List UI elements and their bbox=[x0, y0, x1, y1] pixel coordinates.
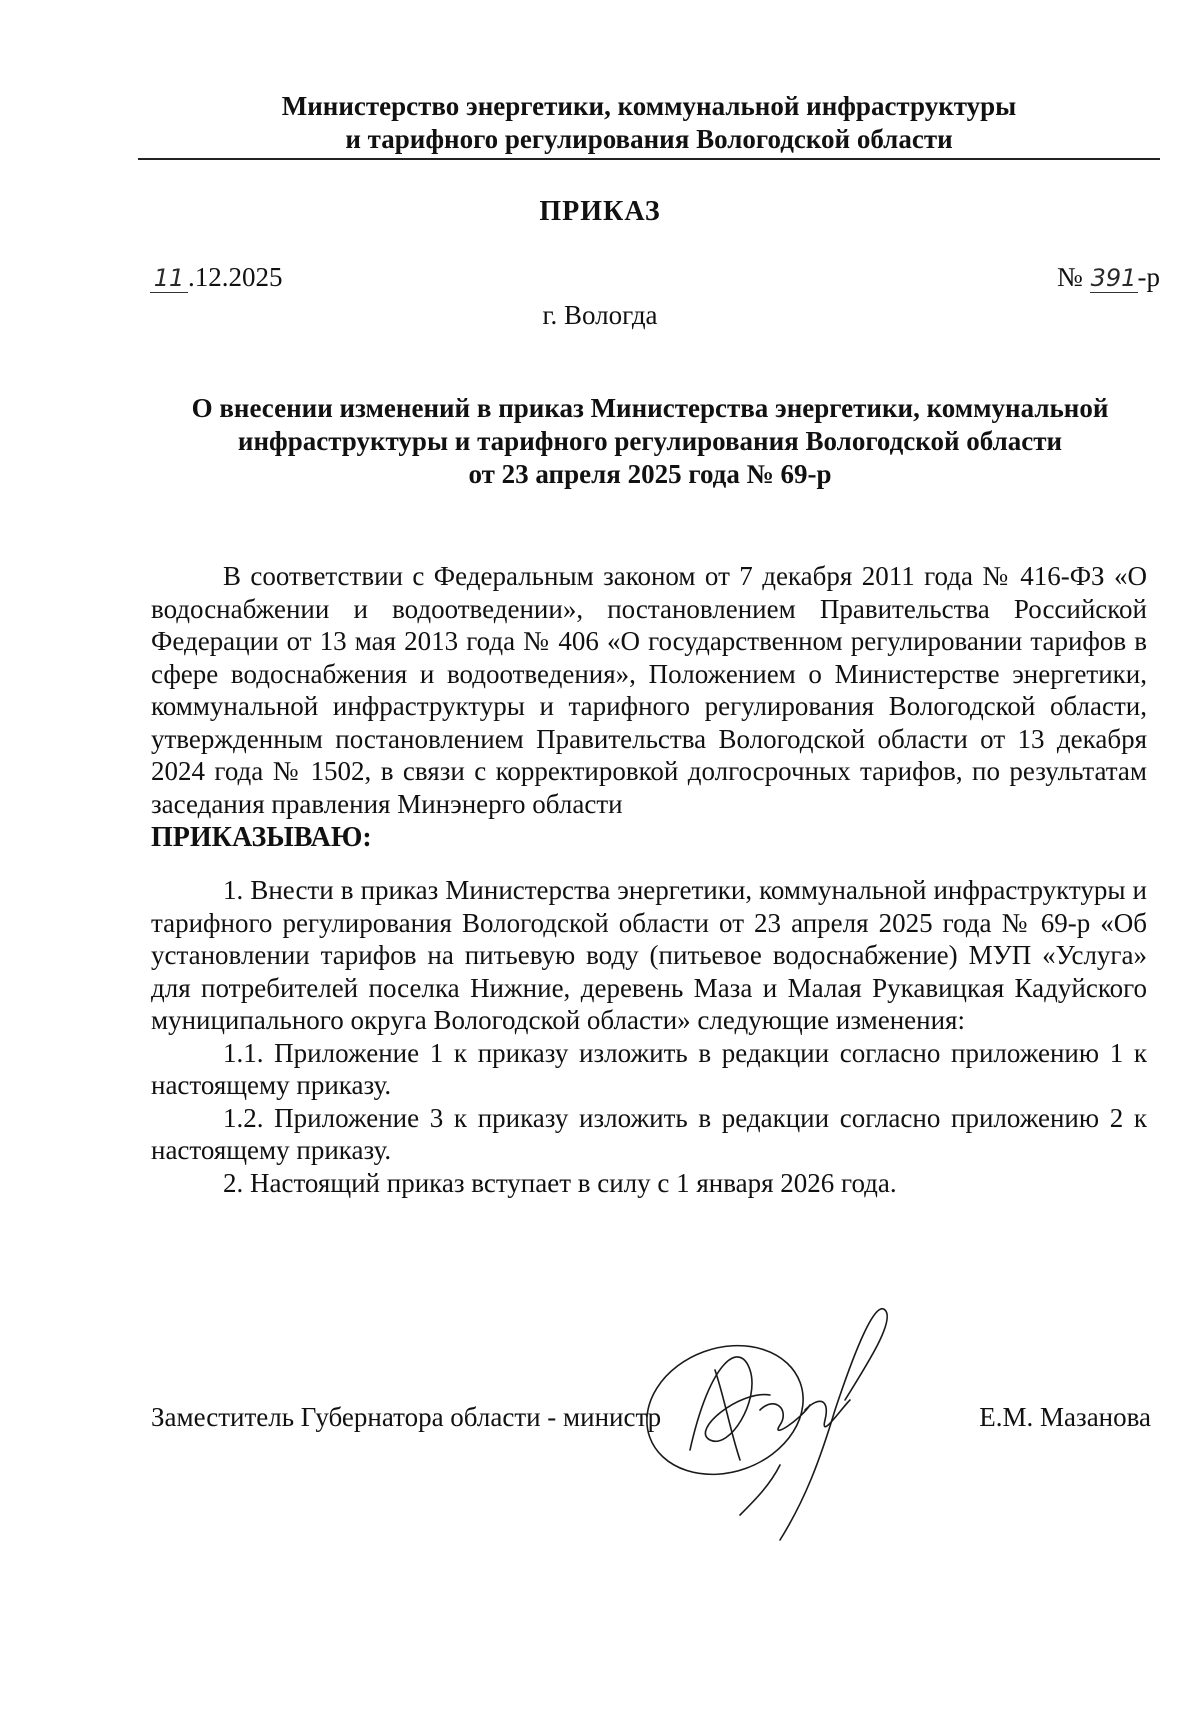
item-1-paragraph: 1. Внести в приказ Министерства энергетики, коммунальной инфраструктуры и тарифного регулирования Вологодской области от 23 апреля 2025 года № 69-р «Об установлении тарифов на питьевую воду (питьевое водоснабжение) МУП «Услуга» для потребителей поселка Нижние, деревень Маза и Малая Рукавицкая Кадуйского муниципального округа Вологодской области» следующие изменения: bbox=[151, 875, 1147, 1035]
date-month-year: .12.2025 bbox=[188, 262, 283, 292]
document-number bbox=[1057, 262, 1160, 293]
date-day-handwritten: 11 bbox=[150, 264, 188, 293]
number-suffix: -р bbox=[1137, 262, 1160, 292]
item-1-1-paragraph: 1.1. Приложение 1 к приказу изложить в редакции согласно приложению 1 к настоящему приказу. bbox=[151, 1037, 1147, 1100]
title-line1: О внесении изменений в приказ Министерства энергетики, коммунальной bbox=[191, 393, 1109, 423]
document-body bbox=[151, 560, 1147, 1199]
ministry-header bbox=[138, 90, 1160, 156]
number-handwritten: 391 bbox=[1090, 264, 1137, 292]
item-2-paragraph: 2. Настоящий приказ вступает в силу с 1 января 2026 года. bbox=[223, 1167, 897, 1198]
handwritten-signature bbox=[630, 1300, 960, 1550]
order-word: ПРИКАЗЫВАЮ: bbox=[151, 822, 372, 853]
signatory-name: Е.М. Мазанова bbox=[979, 1402, 1151, 1432]
item-1-2-paragraph: 1.2. Приложение 3 к приказу изложить в редакции согласно приложению 2 к настоящему приказу. bbox=[151, 1102, 1147, 1165]
title-line3: от 23 апреля 2025 года № 69-р bbox=[468, 459, 832, 489]
ministry-header-line1: Министерство энергетики, коммунальной инфраструктуры bbox=[281, 91, 1017, 121]
ministry-header-line2: и тарифного регулирования Вологодской области bbox=[345, 124, 953, 154]
number-sign: № bbox=[1056, 262, 1083, 292]
header-divider bbox=[138, 158, 1160, 160]
document-date bbox=[150, 262, 283, 293]
document-title bbox=[150, 392, 1150, 491]
document-type: ПРИКАЗ bbox=[539, 196, 661, 227]
preamble-paragraph: В соответствии с Федеральным законом от 7 декабря 2011 года № 416-ФЗ «О водоснабжении и водоотведении», постановлением Правительства Российской Федерации от 13 мая 2013 года № 406 «О государственном регулировании тарифов в сфере водоснабжения и водоотведения», Положением о Министерстве энергетики, коммунальной инфраструктуры и тарифного регулирования Вологодской области, утвержденным постановлением Правительства Вологодской области от 13 декабря 2024 года № 1502, в связи с корректировкой долгосрочных тарифов, по результатам заседания правления Минэнерго области bbox=[151, 561, 1147, 819]
signatory-position: Заместитель Губернатора области - министр bbox=[151, 1402, 662, 1432]
title-line2: инфраструктуры и тарифного регулирования Вологодской области bbox=[237, 426, 1063, 456]
city: г. Вологда bbox=[542, 300, 658, 330]
